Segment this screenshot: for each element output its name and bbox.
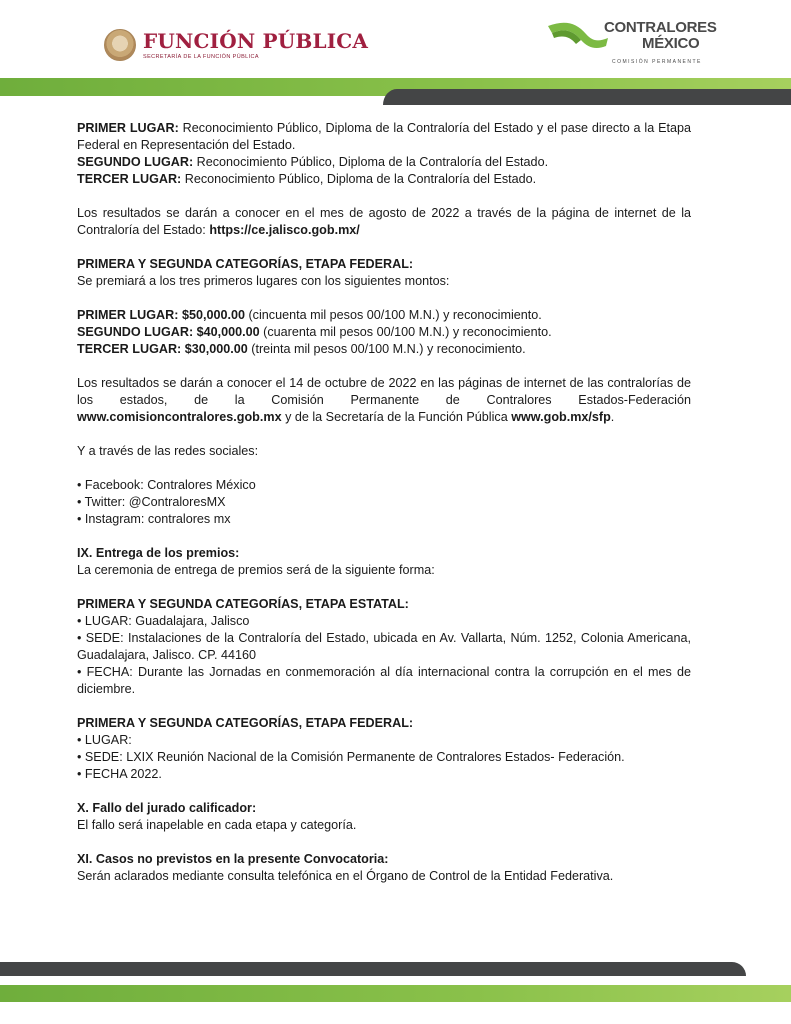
estatal-first-prize: PRIMER LUGAR: Reconocimiento Público, Diploma de la Contraloría del Estado y el pase directo a la Etapa Federal en Representación del Estado.	[77, 121, 691, 152]
contralores-mexico-logo	[546, 18, 717, 68]
estatal-results-text: Los resultados se darán a conocer en el mes de agosto de 2022 a través de la página de internet de la Contraloría del Estado: https://ce.jalisco.gob.mx/	[77, 206, 691, 237]
document-body	[77, 120, 691, 885]
federal-ceremony-sede: • SEDE: LXIX Reunión Nacional de la Comisión Permanente de Contralores Estados- Federación.	[77, 750, 625, 764]
estatal-ceremony-fecha: • FECHA: Durante las Jornadas en conmemoración al día internacional contra la corrupción en el mes de diciembre.	[77, 665, 691, 696]
mexico-word: MÉXICO	[642, 35, 700, 52]
header-gray-band	[383, 89, 791, 105]
page-header	[0, 0, 791, 115]
federal-results-text: Los resultados se darán a conocer el 14 de octubre de 2022 en las páginas de internet de las contralorías de los estados, de la Comisión Permanente de Contralores Estados-Federación www.comisioncontralores.gob.mx y de la Secretaría de la Función Pública www.gob.mx/sfp.	[77, 376, 691, 424]
funcion-publica-subtitle: SECRETARÍA DE LA FUNCIÓN PÚBLICA	[143, 53, 259, 60]
national-seal-icon	[104, 29, 136, 61]
footer-green-band	[0, 985, 791, 1002]
comision-contralores-link[interactable]: www.comisioncontralores.gob.mx	[77, 410, 282, 424]
federal-second-prize: SEGUNDO LUGAR: $40,000.00 (cuarenta mil pesos 00/100 M.N.) y reconocimiento.	[77, 325, 552, 339]
funcion-publica-logo	[104, 29, 368, 61]
federal-prizes-intro: Se premiará a los tres primeros lugares con los siguientes montos:	[77, 274, 450, 288]
estatal-second-prize: SEGUNDO LUGAR: Reconocimiento Público, Diploma de la Contraloría del Estado.	[77, 155, 549, 169]
section-ix-intro: La ceremonia de entrega de premios será de la siguiente forma:	[77, 563, 435, 577]
estatal-ceremony-sede: • SEDE: Instalaciones de la Contraloría del Estado, ubicada en Av. Vallarta, Núm. 1252, Colonia Americana, Guadalajara, Jalisco. CP. 44160	[77, 631, 691, 662]
federal-prizes-heading: PRIMERA Y SEGUNDA CATEGORÍAS, ETAPA FEDERAL:	[77, 257, 414, 271]
funcion-publica-title: FUNCIÓN PÚBLICA	[143, 28, 369, 53]
federal-ceremony-fecha: • FECHA 2022.	[77, 767, 162, 781]
section-x-text: El fallo será inapelable en cada etapa y categoría.	[77, 818, 357, 832]
social-twitter: • Twitter: @ContraloresMX	[77, 495, 226, 509]
federal-ceremony-heading: PRIMERA Y SEGUNDA CATEGORÍAS, ETAPA FEDERAL:	[77, 716, 414, 730]
section-ix-heading: IX. Entrega de los premios:	[77, 546, 240, 560]
footer-gray-band	[0, 962, 746, 976]
jalisco-link[interactable]: https://ce.jalisco.gob.mx/	[209, 223, 360, 237]
contralores-word: CONTRALORES	[604, 19, 717, 36]
federal-ceremony-lugar: • LUGAR:	[77, 733, 132, 747]
federal-first-prize: PRIMER LUGAR: $50,000.00 (cincuenta mil pesos 00/100 M.N.) y reconocimiento.	[77, 308, 542, 322]
social-facebook: • Facebook: Contralores México	[77, 478, 256, 492]
comision-permanente-word: COMISIÓN PERMANENTE	[612, 59, 702, 65]
section-x-heading: X. Fallo del jurado calificador:	[77, 801, 257, 815]
section-xi-heading: XI. Casos no previstos en la presente Convocatoria:	[77, 852, 389, 866]
section-xi-text: Serán aclarados mediante consulta telefónica en el Órgano de Control de la Entidad Federativa.	[77, 869, 614, 883]
estatal-ceremony-lugar: • LUGAR: Guadalajara, Jalisco	[77, 614, 250, 628]
social-instagram: • Instagram: contralores mx	[77, 512, 231, 526]
estatal-third-prize: TERCER LUGAR: Reconocimiento Público, Diploma de la Contraloría del Estado.	[77, 172, 537, 186]
sfp-link[interactable]: www.gob.mx/sfp	[511, 410, 611, 424]
estatal-ceremony-heading: PRIMERA Y SEGUNDA CATEGORÍAS, ETAPA ESTATAL:	[77, 597, 409, 611]
social-intro: Y a través de las redes sociales:	[77, 444, 259, 458]
federal-third-prize: TERCER LUGAR: $30,000.00 (treinta mil pesos 00/100 M.N.) y reconocimiento.	[77, 342, 526, 356]
